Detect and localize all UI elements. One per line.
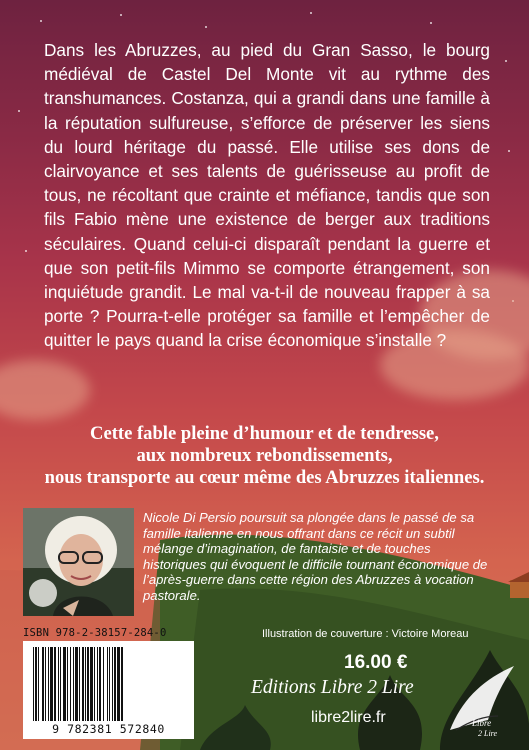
star — [25, 250, 27, 252]
barcode-bar — [63, 647, 66, 721]
barcode-bar — [107, 647, 108, 721]
barcode-bar — [99, 647, 101, 721]
barcode-bar — [54, 647, 56, 721]
publisher-name: Editions Libre 2 Lire — [251, 677, 414, 698]
barcode-bar — [85, 647, 86, 721]
barcode-bar — [90, 647, 93, 721]
logo-text-line: 2 Lire — [478, 729, 498, 738]
tagline-line: aux nombreux rebondissements, — [136, 445, 393, 466]
barcode-bar — [33, 647, 34, 721]
barcode-bar — [70, 647, 71, 721]
barcode-bar — [82, 647, 84, 721]
tagline-line: Cette fable pleine d’humour et de tendresse, — [90, 423, 439, 444]
illustration-credit: Illustration de couverture : Victoire Moreau — [262, 628, 469, 640]
star — [120, 14, 122, 16]
barcode-bar — [42, 647, 44, 721]
isbn-label: ISBN 978-2-38157-284-0 — [23, 627, 167, 639]
barcode-bar — [75, 647, 78, 721]
star — [430, 22, 432, 24]
barcode-bar — [109, 647, 110, 721]
publisher-logo — [442, 660, 520, 744]
star — [18, 110, 20, 112]
star — [310, 12, 312, 14]
cloud — [0, 360, 90, 420]
tagline-line: nous transporte au cœur même des Abruzzes italiennes. — [44, 467, 485, 488]
barcode-bar — [35, 647, 37, 721]
star — [40, 20, 42, 22]
tagline — [10, 423, 519, 489]
author-photo — [23, 508, 134, 616]
price: 16.00 € — [344, 652, 408, 673]
barcode-bar — [58, 647, 59, 721]
star — [205, 26, 207, 28]
barcode-bar — [48, 647, 49, 721]
barcode-bar — [114, 647, 116, 721]
barcode-bar — [94, 647, 95, 721]
book-blurb: Dans les Abruzzes, au pied du Gran Sasso, le bourg médiéval de Castel Del Monte vit au rythme des transhumances. Costanza, qui a grandi dans une famille à la réputation sulfureuse, s’efforce de préserver les siens du lourd héritage du passé. Elle utilise ses dons de clairvoyance et ses talents de guérisseuse au profit de tous, ne récoltant que crainte et méfiance, tandis que son fils Fabio mène une existence de berger aux traditions séculaires. Quand celui-ci disparaît pendant la guerre et que son petit-fils Mimmo se comporte étrangement, son inquiétude grandit. Le mal va-t-il de nouveau frapper à sa porte ? Pourra-t-elle protéger sa famille et l’empêcher de quitter le pays quand la crise économique s’installe ? — [44, 40, 490, 351]
barcode-bar — [87, 647, 89, 721]
barcode-bar — [67, 647, 68, 721]
barcode — [23, 641, 194, 739]
star — [505, 60, 507, 62]
barcode-bar — [79, 647, 80, 721]
logo-text-line: Libre — [472, 718, 492, 728]
barcode-bar — [38, 647, 39, 721]
barcode-bar — [121, 647, 123, 721]
barcode-bar — [73, 647, 74, 721]
barcode-bar — [60, 647, 61, 721]
barcode-number: 9 782381 572840 — [52, 722, 165, 736]
publisher-website: libre2lire.fr — [311, 709, 386, 726]
barcode-bar — [117, 647, 120, 721]
barcode-bar — [50, 647, 53, 721]
barcode-bar — [103, 647, 104, 721]
barcode-bar — [45, 647, 46, 721]
barcode-bar — [97, 647, 98, 721]
barcode-bar — [112, 647, 113, 721]
star — [508, 150, 510, 152]
author-bio: Nicole Di Persio poursuit sa plongée dans le passé de sa famille italienne en nous offrant dans ce récit un subtil mélange d’imagination, de fantaisie et de touches historiques qui évoquent le difficile tournant économique de l’après-guerre dans cette région des Abruzzes à vocation pastorale. — [143, 510, 488, 603]
